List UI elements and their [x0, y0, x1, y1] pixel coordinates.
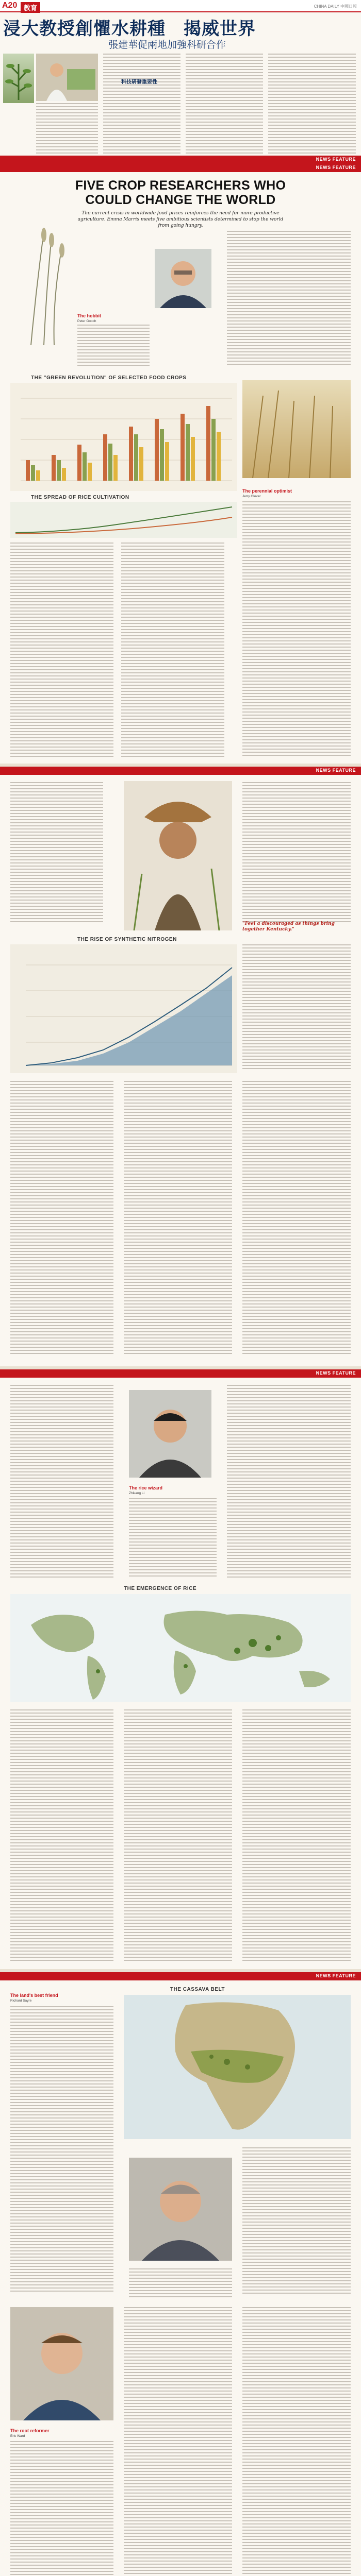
section-head-root: The root reformer	[10, 2428, 50, 2433]
page3-body-col3	[242, 782, 351, 926]
page3-body-lower1	[10, 1081, 113, 1359]
chart2-title: THE SPREAD OF RICE CULTIVATION	[31, 495, 129, 500]
feature-headline-line2: COULD CHANGE THE WORLD	[85, 193, 276, 207]
education-body-col2	[103, 54, 180, 157]
education-body-col3	[186, 54, 263, 157]
news-feature-banner-1	[0, 156, 361, 164]
chart2-area	[10, 502, 237, 538]
section-label: 教育	[21, 2, 40, 13]
wheat-field-photo	[242, 380, 351, 478]
profile1-label: The hobbit	[77, 313, 101, 318]
news-feature-banner-5	[0, 1972, 361, 1980]
chart3-title: THE RISE OF SYNTHETIC NITROGEN	[77, 937, 177, 942]
section-head-rice: The rice wizard	[129, 1485, 163, 1490]
page4-body-lower3	[242, 1709, 351, 1964]
feature-standfirst: The current crisis in worldwide food prices reinforces the need for more productive agriculture. Emma Marris meets five ambitious scientists determined to stop the world from going hungry.	[77, 211, 284, 228]
farmer-illustration	[124, 781, 232, 930]
banner-label-2: NEWS FEATURE	[316, 165, 356, 170]
chart1-svg	[10, 383, 237, 491]
researcher-portrait-4	[10, 2307, 113, 2420]
education-body-col4	[268, 54, 356, 157]
researcher-portrait-3	[129, 2158, 232, 2261]
page-number: A20	[2, 1, 18, 10]
feature-body-col2	[121, 543, 224, 759]
page3-body-lower2	[124, 1081, 232, 1359]
banner-label-3: NEWS FEATURE	[316, 768, 356, 773]
page5-body-lower1	[10, 2441, 113, 2576]
page5-body-col1	[10, 2006, 113, 2295]
sheet-feature-2	[0, 767, 361, 1369]
section-name-root: Eric Ward	[10, 2434, 25, 2438]
page4-body-col2	[129, 1498, 217, 1581]
page5-body-lower2	[124, 2307, 232, 2576]
world-map-rice	[10, 1594, 351, 1702]
researcher-portrait-1	[155, 249, 211, 308]
section-head-land: The land's best friend	[10, 1993, 58, 1998]
page5-body-col3	[242, 2147, 351, 2297]
profile1-intro	[77, 325, 150, 371]
education-subhead: 科技研發重要性	[121, 79, 157, 85]
professor-photo	[36, 54, 98, 101]
page3-body-col3b	[242, 944, 351, 1073]
masthead	[0, 0, 361, 12]
page4-body-col1	[10, 1385, 113, 1581]
page-title: 浸大教授創懼水耕種 揭威世界	[3, 19, 256, 39]
page5-body-col2	[129, 2268, 232, 2299]
section-name-land: Richard Sayre	[10, 1999, 32, 2003]
chart3-area	[10, 944, 237, 1073]
page4-body-lower1	[10, 1709, 113, 1964]
plant-photo	[3, 54, 34, 103]
section-name-rice: Zhikang Li	[129, 1492, 144, 1495]
news-feature-banner-3	[0, 767, 361, 775]
sheet-education	[0, 0, 361, 164]
cassava-map	[124, 1995, 351, 2139]
profile1-name: Peter Gooch	[77, 319, 96, 323]
news-feature-banner-4	[0, 1369, 361, 1378]
news-feature-banner-2	[0, 164, 361, 172]
sheet-feature-opening	[0, 164, 361, 767]
feature-headline-line1: FIVE CROP RESEARCHERS WHO	[75, 178, 286, 193]
page4-body-lower2	[124, 1709, 232, 1964]
masthead-right: CHINA DAILY 中國日報	[314, 4, 357, 9]
education-body-col1	[36, 103, 98, 160]
section-name-optimist: Jerry Glover	[242, 495, 261, 498]
page3-body-lower3	[242, 1081, 351, 1359]
page5-body-lower3	[242, 2307, 351, 2576]
feature-body-col1	[10, 543, 113, 759]
section-head-optimist: The perennial optimist	[242, 488, 292, 494]
chart1-area	[10, 383, 237, 491]
sheet-feature-3	[0, 1369, 361, 1972]
researcher-portrait-2	[129, 1390, 211, 1478]
feature-body-right	[227, 231, 351, 370]
banner-label-5: NEWS FEATURE	[316, 1973, 356, 1978]
pull-quote: "Feel a discouraged as things bring together Kentucky."	[242, 921, 335, 932]
feature-body-col3	[242, 501, 351, 759]
page3-body-col1	[10, 782, 103, 926]
banner-label: NEWS FEATURE	[316, 157, 356, 162]
sheet-feature-4	[0, 1972, 361, 2576]
map1-title: THE EMERGENCE OF RICE	[124, 1586, 197, 1591]
page-subtitle: 張建華促兩地加強科研合作	[108, 39, 226, 50]
banner-label-4: NEWS FEATURE	[316, 1370, 356, 1376]
map2-title: THE CASSAVA BELT	[170, 1987, 225, 1992]
page4-body-col3	[227, 1385, 351, 1581]
wheat-illustration	[21, 227, 67, 345]
chart1-title: THE "GREEN REVOLUTION" OF SELECTED FOOD CROPS	[31, 375, 187, 381]
